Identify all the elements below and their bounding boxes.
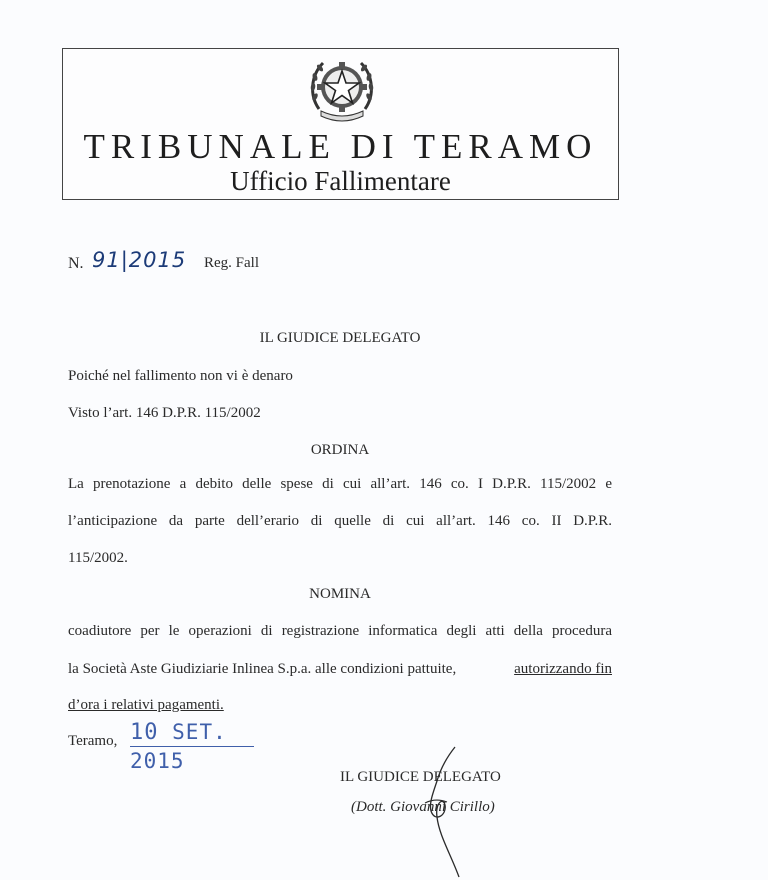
registry-prefix: N. [68,255,84,272]
court-name: TRIBUNALE DI TERAMO [83,127,598,166]
signer-name: (Dott. Giovanni Cirillo) [351,799,495,815]
premise-law-reference: Visto l’art. 146 D.P.R. 115/2002 [68,405,261,421]
appoint-heading: NOMINA [309,586,371,602]
order-line-1: La prenotazione a debito delle spese di cui all’art. 146 co. I D.P.R. 115/2002 e [68,476,612,492]
judge-title: IL GIUDICE DELEGATO [259,330,421,346]
order-line-3: 115/2002. [68,550,128,566]
date-stamp [130,718,254,773]
office-name: Ufficio Fallimentare [230,166,451,196]
premise-no-money: Poiché nel fallimento non vi è denaro [68,368,293,384]
date-stamp-day: 10 [130,720,159,745]
place: Teramo, [68,733,118,749]
order-line-2: l’anticipazione da parte dell’erario di quelle di cui all’art. 146 co. II D.P.R. [68,513,612,529]
appoint-line-2-underlined: autorizzando fin [514,661,612,677]
signer-title: IL GIUDICE DELEGATO [340,769,501,785]
order-heading: ORDINA [310,442,370,458]
registry-suffix: Reg. Fall [204,255,259,271]
handwritten-signature [395,745,495,880]
registry-number-handwritten: 91|2015 [92,248,187,272]
court-header [62,48,619,200]
appoint-line-3: d’ora i relativi pagamenti. [68,697,224,713]
appoint-line-1: coadiutore per le operazioni di registrazione informatica degli atti della procedura [68,623,612,639]
appoint-line-2 [68,659,612,679]
appoint-line-2-text: la Società Aste Giudiziarie Inlinea S.p.a. alle condizioni pattuite, [68,661,457,677]
italian-republic-emblem-icon [305,53,379,123]
date-stamp-month-year: SET. 2015 [130,720,227,773]
